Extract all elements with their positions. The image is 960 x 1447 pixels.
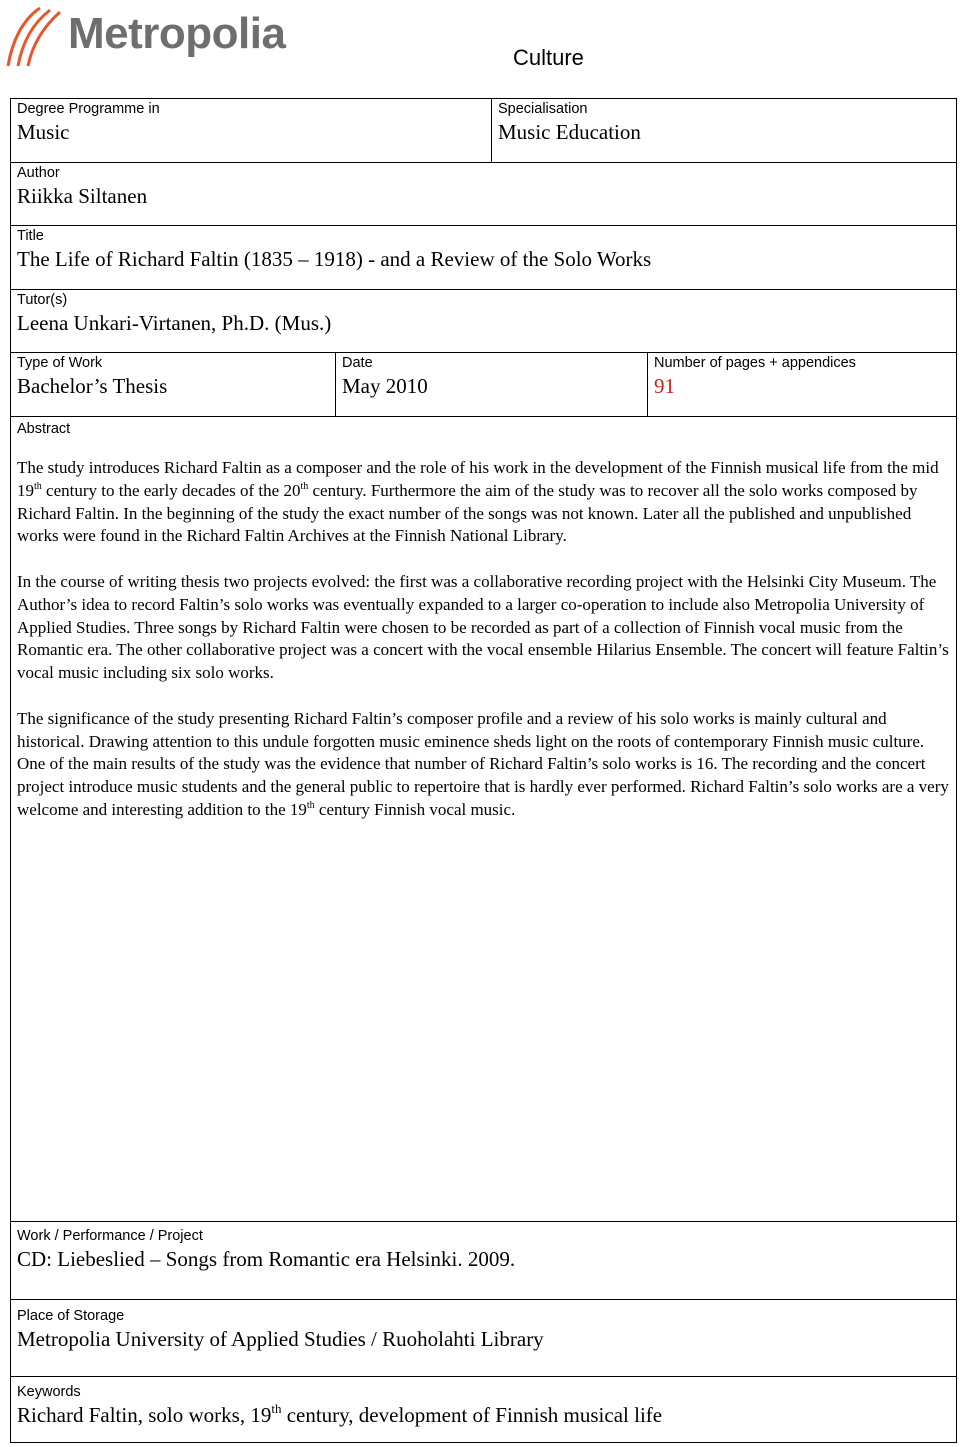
date-cell [336,353,648,416]
keywords-row [11,1377,956,1444]
storage-value: Metropolia University of Applied Studies / Ruoholahti Library [17,1327,544,1351]
storage-row [11,1300,956,1377]
logo-swoosh-icon [4,2,74,72]
storage-cell [11,1300,956,1376]
abstract-label: Abstract [17,421,71,437]
tutor-row [11,290,956,353]
author-cell [11,163,956,225]
specialisation-label: Specialisation [498,101,588,117]
metropolia-logo [4,2,294,72]
degree-label: Degree Programme in [17,101,160,117]
keywords-value: Richard Faltin, solo works, 19th century, development of Finnish musical life [17,1401,663,1427]
page-header [0,0,960,100]
storage-label: Place of Storage [17,1308,125,1324]
work-project-label: Work / Performance / Project [17,1228,203,1244]
abstract-section [11,417,956,1222]
author-value: Riikka Siltanen [17,184,148,208]
author-row [11,163,956,226]
degree-row [11,99,956,163]
title-cell [11,226,956,289]
pages-label: Number of pages + appendices [654,355,856,371]
keywords-cell [11,1377,956,1444]
type-of-work-value: Bachelor’s Thesis [17,374,168,398]
work-project-value: CD: Liebeslied – Songs from Romantic era Helsinki. 2009. [17,1247,516,1271]
pages-cell [648,353,956,416]
specialisation-value: Music Education [498,120,641,144]
work-project-row [11,1222,956,1300]
title-row [11,226,956,290]
degree-value: Music [17,120,70,144]
degree-cell [11,99,492,162]
type-of-work-cell [11,353,336,416]
author-label: Author [17,165,60,181]
tutor-label: Tutor(s) [17,292,68,308]
date-value: May 2010 [342,374,428,398]
abstract-paragraph-1: The study introduces Richard Faltin as a composer and the role of his work in the development of the Finnish musical life from the mid 19th century to the early decades of the 20th century. Furthermore the aim of the study was to recover all the solo works composed by Richard Faltin. In the beginning of the study the exact number of the songs was not known. Later all the published and unpublished works were found in the Richard Faltin Archives at the Finnish National Library. [17,458,939,546]
work-project-cell [11,1222,956,1299]
abstract-paragraph-2: In the course of writing thesis two projects evolved: the first was a collaborative recording project with the Helsinki City Museum. The Author’s idea to record Faltin’s solo works was eventually expanded to a larger co-operation to include also Metropolia University of Applied Studies. Three songs by Richard Faltin were chosen to be recorded as part of a collection of Finnish vocal music from the Romantic era. The other collaborative project was a concert with the vocal ensemble Hilarius Ensemble. The concert will feature Faltin’s vocal music including six solo works. [17,571,949,683]
abstract-paragraph-3: The significance of the study presenting Richard Faltin’s composer profile and a review of his solo works is mainly cultural and historical. Drawing attention to this undule forgotten music eminence sheds light on the roots of contemporary Finnish music culture. One of the main results of the study was the evidence that number of Richard Faltin’s solo works is 16. The recording and the concert project introduce music students and the general public to repertoire that is hardly ever performed. Richard Faltin’s solo works are a very welcome and interesting addition to the 19th century Finnish vocal music. [17,708,949,819]
tutor-cell [11,290,956,352]
thesis-abstract-form [10,98,957,1443]
work-details-row [11,353,956,417]
tutor-value: Leena Unkari-Virtanen, Ph.D. (Mus.) [17,311,332,335]
specialisation-cell [492,99,956,162]
title-label: Title [17,228,44,244]
title-value: The Life of Richard Faltin (1835 – 1918) - and a Review of the Solo Works [17,247,652,271]
logo-text: Metropolia [68,9,286,58]
keywords-label: Keywords [17,1384,81,1400]
pages-value: 91 [654,374,675,398]
faculty-label: Culture [513,45,584,70]
date-label: Date [342,355,373,371]
type-of-work-label: Type of Work [17,355,103,371]
